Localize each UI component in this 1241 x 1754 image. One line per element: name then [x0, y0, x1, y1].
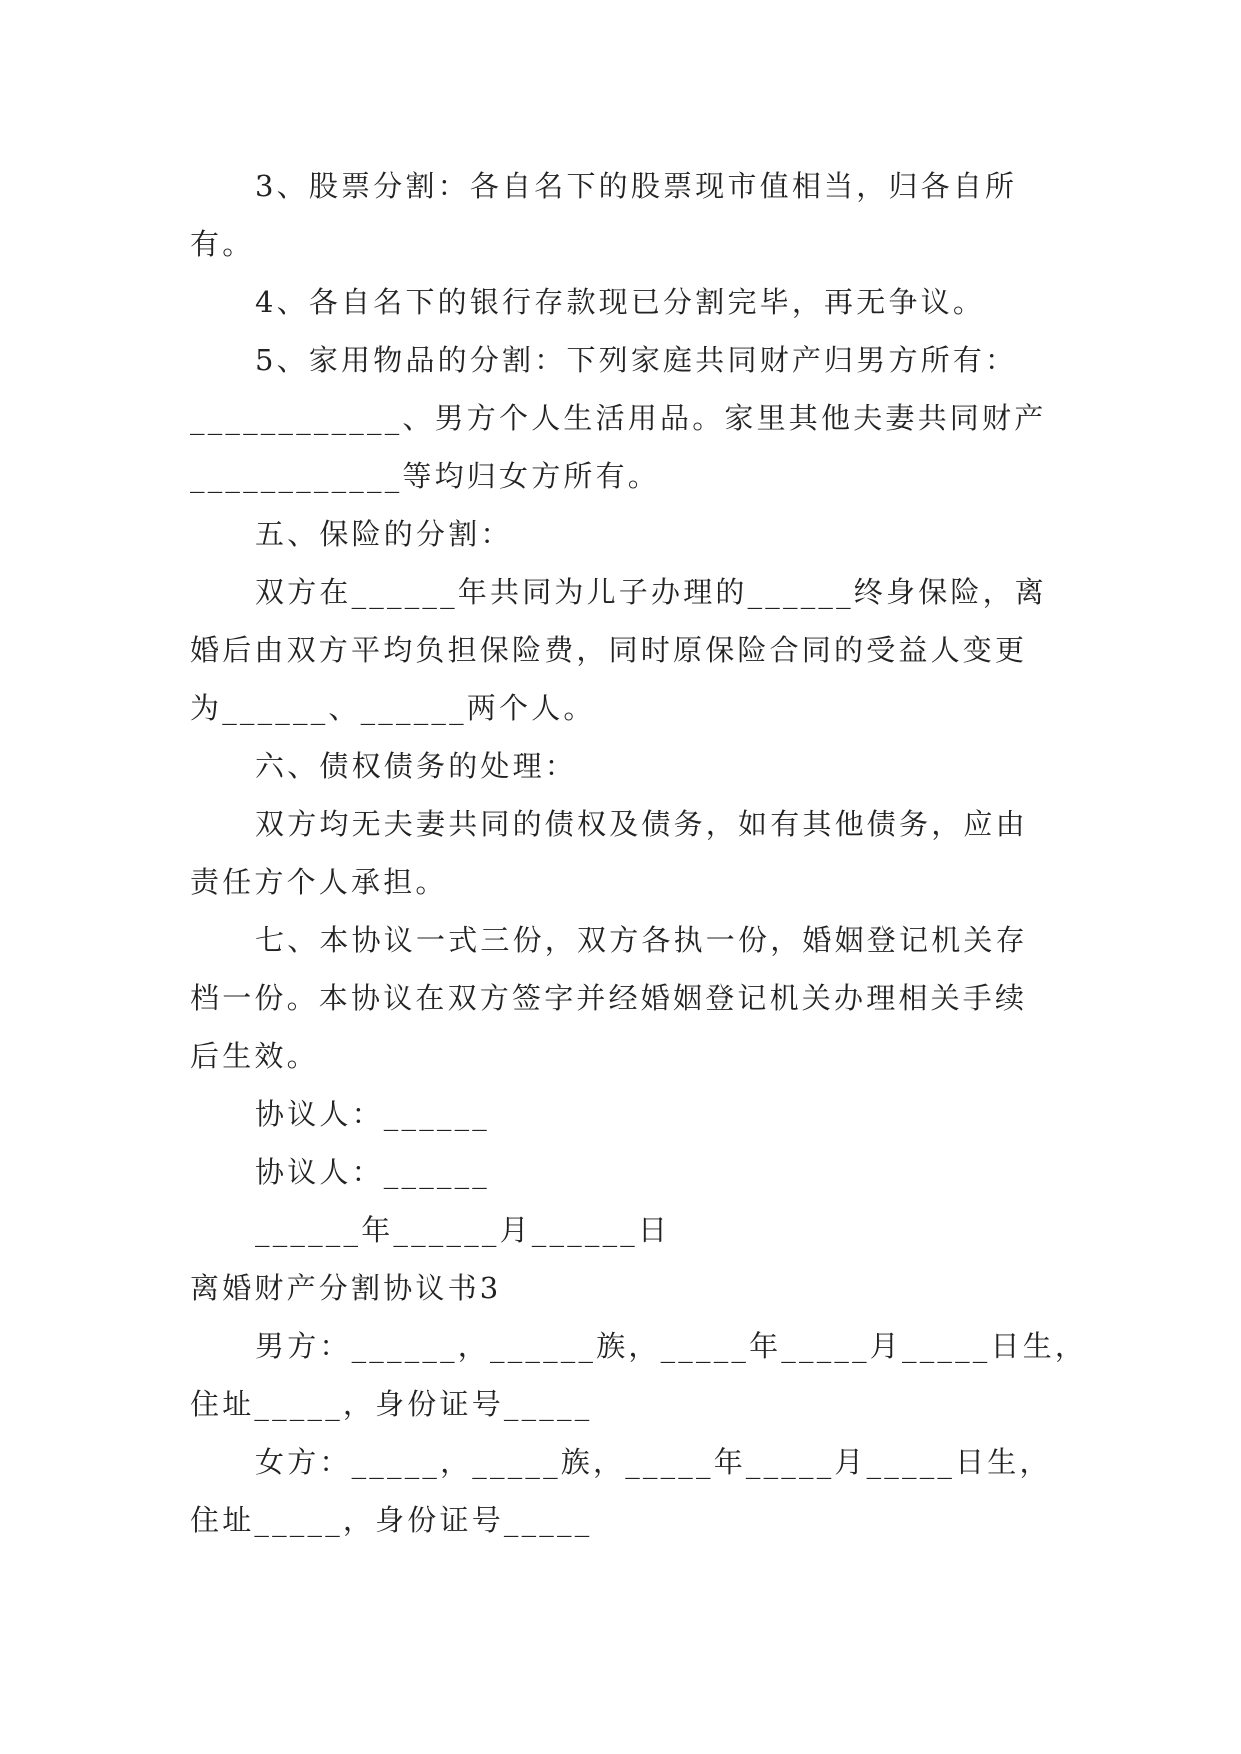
- female-party-info: 女方：_____，_____族，_____年_____月_____日生，: [255, 1445, 1052, 1479]
- clause-insurance-cont-1: 婚后由双方平均负担保险费，同时原保险合同的受益人变更: [190, 633, 1028, 667]
- clause-stock-division: 3、股票分割：各自名下的股票现市值相当，归各自所: [255, 169, 1018, 203]
- clause-debts: 双方均无夫妻共同的债权及债务，如有其他债务，应由: [255, 807, 1028, 841]
- clause-household-items-cont-2: ____________等均归女方所有。: [190, 459, 661, 493]
- date-line: ______年______月______日: [255, 1213, 671, 1247]
- male-party-info: 男方：______，______族，_____年_____月_____日生，: [255, 1329, 1088, 1363]
- clause-household-items-cont-1: ____________、男方个人生活用品。家里其他夫妻共同财产: [190, 401, 1047, 435]
- clause-stock-division-cont: 有。: [190, 227, 255, 261]
- clause-copies-cont-2: 后生效。: [190, 1039, 319, 1073]
- clause-copies-cont-1: 档一份。本协议在双方签字并经婚姻登记机关办理相关手续: [190, 981, 1028, 1015]
- male-party-address: 住址_____，身份证号_____: [190, 1387, 593, 1421]
- clause-insurance: 双方在______年共同为儿子办理的______终身保险，离: [255, 575, 1048, 609]
- clause-household-items: 5、家用物品的分割：下列家庭共同财产归男方所有：: [255, 343, 1018, 377]
- female-party-address: 住址_____，身份证号_____: [190, 1503, 593, 1537]
- clause-insurance-cont-2: 为______、______两个人。: [190, 691, 596, 725]
- signature-line-1: 协议人：______: [255, 1097, 491, 1131]
- clause-bank-deposits: 4、各自名下的银行存款现已分割完毕，再无争议。: [255, 285, 986, 319]
- clause-copies: 七、本协议一式三份，双方各执一份，婚姻登记机关存: [255, 923, 1028, 957]
- clause-debts-cont: 责任方个人承担。: [190, 865, 448, 899]
- section-debts-heading: 六、债权债务的处理：: [255, 749, 578, 783]
- signature-line-2: 协议人：______: [255, 1155, 491, 1189]
- agreement-title-3: 离婚财产分割协议书3: [190, 1271, 502, 1305]
- section-insurance-heading: 五、保险的分割：: [255, 517, 513, 551]
